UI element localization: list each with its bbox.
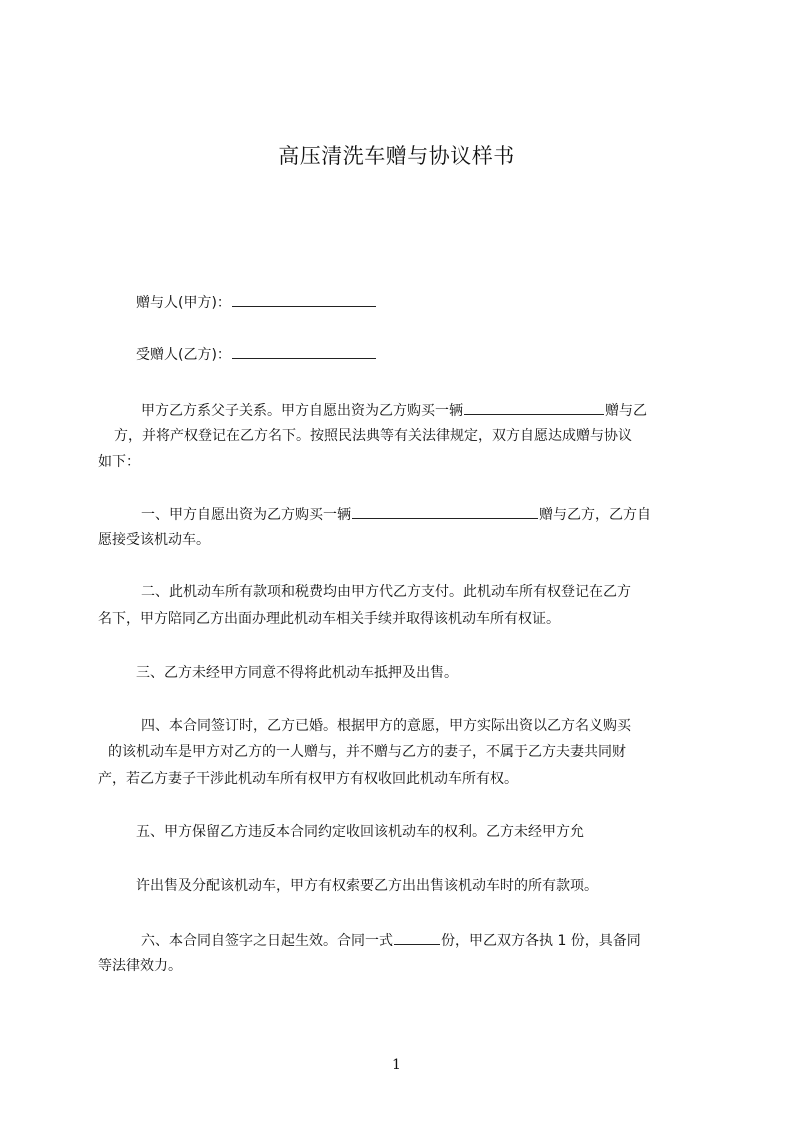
clause-5-line-2: 许出售及分配该机动车，甲方有权索要乙方出出售该机动车时的所有款项。	[136, 878, 598, 894]
clause-4-line-2: 的该机动车是甲方对乙方的一人赠与，并不赠与乙方的妻子，不属于乙方夫妻共同财	[108, 744, 626, 760]
donee-name-blank[interactable]	[232, 344, 376, 359]
intro-text-b: 赠与乙	[605, 403, 647, 419]
clause-1-line-2: 愿接受该机动车。	[98, 532, 210, 548]
copies-blank[interactable]	[394, 930, 440, 945]
intro-line-1	[141, 400, 745, 421]
donee-line	[136, 344, 740, 365]
intro-line-3: 如下：	[98, 454, 140, 470]
clause-2-line-1: 二、此机动车所有款项和税费均由甲方代乙方支付。此机动车所有权登记在乙方	[141, 584, 631, 600]
donor-label: 赠与人(甲方)：	[136, 295, 231, 311]
donee-label: 受赠人(乙方)：	[136, 347, 231, 363]
donor-name-blank[interactable]	[232, 292, 376, 307]
clause-2-line-2: 名下，甲方陪同乙方出面办理此机动车相关手续并取得该机动车所有权证。	[98, 611, 560, 627]
donor-line	[136, 292, 740, 313]
clause-1-vehicle-blank[interactable]	[352, 504, 538, 519]
clause-5-line-1: 五、甲方保留乙方违反本合同约定收回该机动车的权利。乙方未经甲方允	[136, 824, 584, 840]
clause-6-line-2: 等法律效力。	[98, 958, 182, 974]
clause-1-text-b: 赠与乙方，乙方自	[539, 507, 651, 523]
clause-1-text-a: 一、甲方自愿出资为乙方购买一辆	[141, 507, 351, 523]
clause-4-line-3: 产，若乙方妻子干涉此机动车所有权甲方有权收回此机动车所有权。	[98, 771, 518, 787]
intro-vehicle-blank[interactable]	[464, 400, 604, 415]
document-title: 高压清洗车赠与协议样书	[278, 144, 515, 168]
clause-1-line-1	[141, 504, 745, 525]
page-number: 1	[392, 1057, 401, 1073]
clause-6-text-b: 份，甲乙双方各执 1 份，具备同	[441, 933, 641, 949]
intro-text-a: 甲方乙方系父子关系。甲方自愿出资为乙方购买一辆	[141, 403, 463, 419]
clause-3-line-1: 三、乙方未经甲方同意不得将此机动车抵押及出售。	[136, 665, 458, 681]
clause-4-line-1: 四、本合同签订时，乙方已婚。根据甲方的意愿，甲方实际出资以乙方名义购买	[141, 718, 631, 734]
clause-6-text-a: 六、本合同自签字之日起生效。合同一式	[141, 933, 393, 949]
intro-line-2: 方，并将产权登记在乙方名下。按照民法典等有关法律规定，双方自愿达成赠与协议	[114, 428, 632, 444]
clause-6-line-1	[141, 930, 745, 951]
